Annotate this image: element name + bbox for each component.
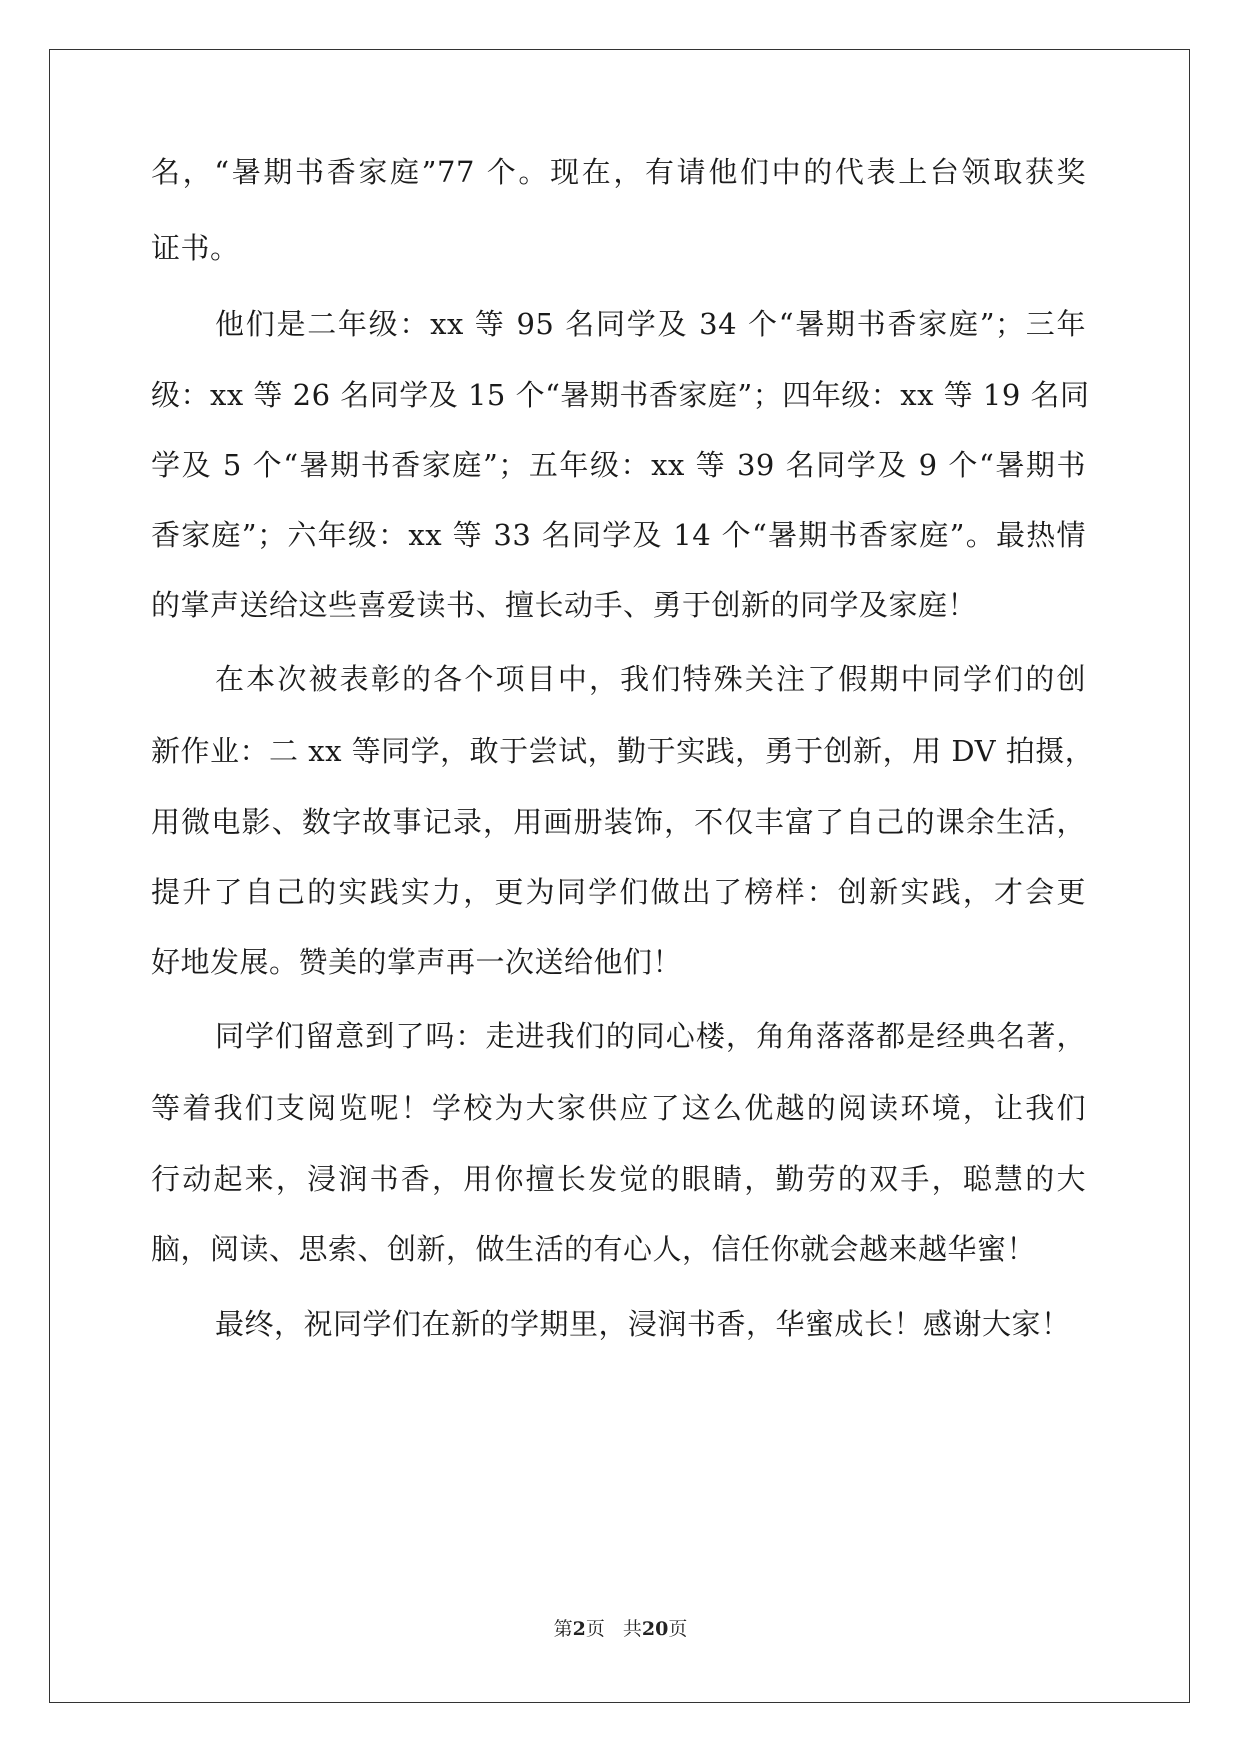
text-line: 学及 5 个“暑期书香家庭”；五年级：xx 等 39 名同学及 9 个“暑期书 <box>151 448 1086 482</box>
total-pages: 20 <box>641 1618 669 1640</box>
text-line: 证书。 <box>151 231 240 265</box>
page-number: 2 <box>572 1618 586 1640</box>
total-label-suffix: 页 <box>668 1618 688 1640</box>
text-line: 的掌声送给这些喜爱读书、擅长动手、勇于创新的同学及家庭！ <box>151 588 978 622</box>
paragraph-start-line: 同学们留意到了吗：走进我们的同心楼，角角落落都是经典名著， <box>215 1019 1086 1053</box>
page-label-suffix: 页 <box>585 1618 605 1640</box>
total-label-prefix: 共 <box>622 1618 642 1640</box>
text-line: 行动起来，浸润书香，用你擅长发觉的眼睛，勤劳的双手，聪慧的大 <box>151 1162 1086 1196</box>
text-line: 好地发展。赞美的掌声再一次送给他们！ <box>151 945 683 979</box>
text-line: 脑，阅读、思索、创新，做生活的有心人，信任你就会越来越华蜜！ <box>151 1232 1037 1266</box>
text-line: 等着我们支阅览呢！学校为大家供应了这么优越的阅读环境，让我们 <box>151 1091 1086 1125</box>
text-line: 新作业：二 xx 等同学，敢于尝试，勤于实践，勇于创新，用 DV 拍摄， <box>151 734 1095 768</box>
text-line: 用微电影、数字故事记录，用画册装饰，不仅丰富了自己的课余生活， <box>151 805 1086 839</box>
paragraph-start-line: 在本次被表彰的各个项目中，我们特殊关注了假期中同学们的创 <box>215 662 1086 696</box>
text-line: 香家庭”；六年级：xx 等 33 名同学及 14 个“暑期书香家庭”。最热情 <box>151 518 1086 552</box>
text-line: 名，“暑期书香家庭”77 个。现在，有请他们中的代表上台领取获奖 <box>151 155 1086 189</box>
text-line: 级：xx 等 26 名同学及 15 个“暑期书香家庭”；四年级：xx 等 19 名同 <box>151 378 1090 412</box>
page-footer <box>0 1614 1241 1641</box>
page-label-prefix: 第 <box>553 1618 573 1640</box>
text-line: 提升了自己的实践实力，更为同学们做出了榜样：创新实践，才会更 <box>151 875 1086 909</box>
paragraph-start-line: 最终，祝同学们在新的学期里，浸润书香，华蜜成长！感谢大家！ <box>215 1307 1071 1341</box>
paragraph-start-line: 他们是二年级：xx 等 95 名同学及 34 个“暑期书香家庭”；三年 <box>215 307 1086 341</box>
